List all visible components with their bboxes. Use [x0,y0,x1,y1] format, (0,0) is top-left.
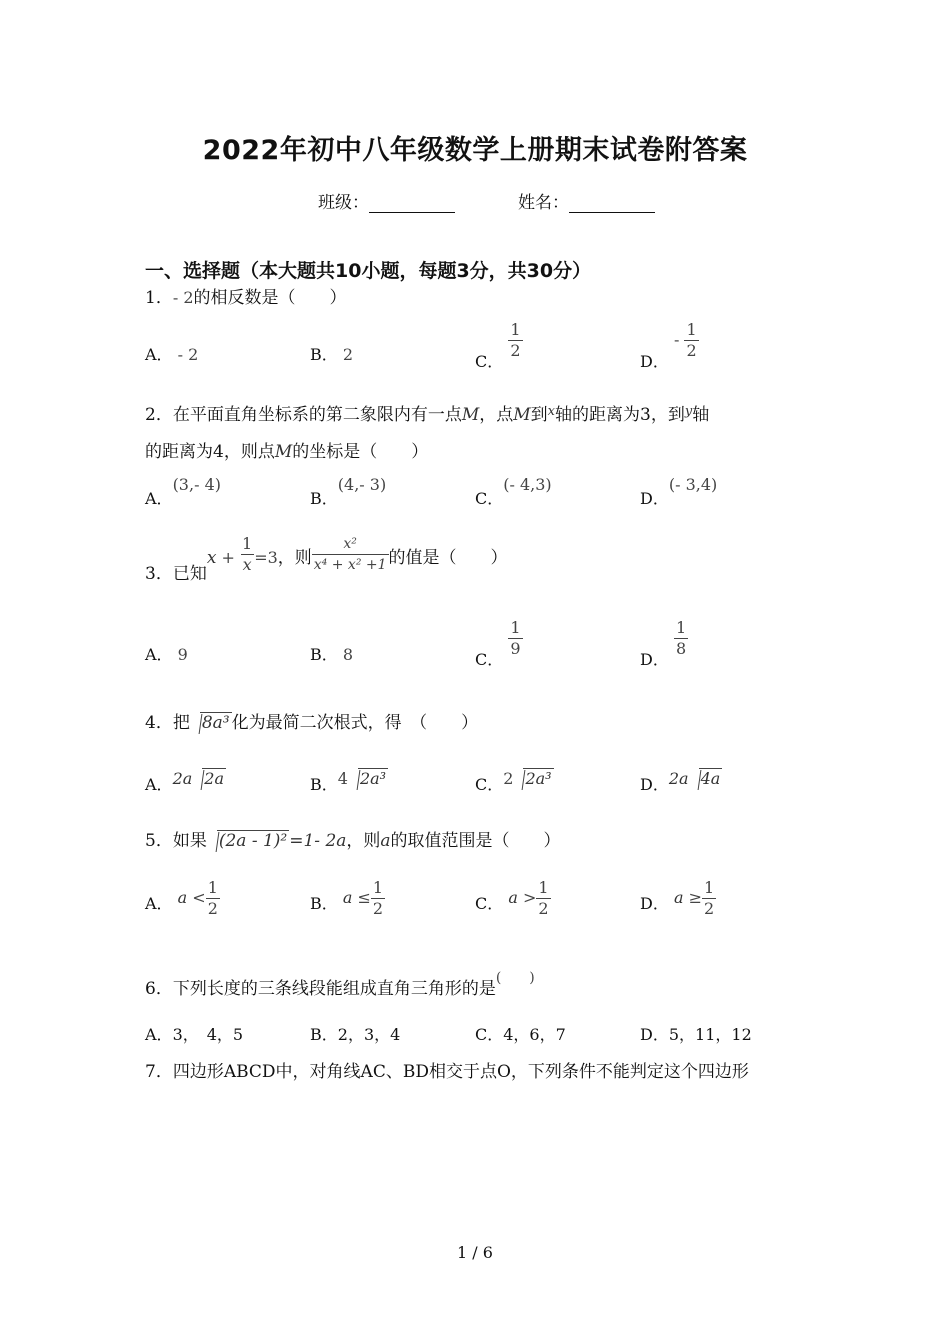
frac-num: 1 [207,878,218,897]
option-value: (- 4,3) [503,475,552,494]
option-label: B． [310,894,338,913]
question-3 [145,534,508,584]
option-var: a [508,888,518,907]
page-title: 2022年初中八年级数学上册期末试卷附答案 [202,135,748,166]
option-value: 8 [342,645,354,664]
q6-option-c[interactable] [475,1022,566,1045]
section-heading: 一、选择题（本大题共10小题，每题3分，共30分） [145,260,592,282]
q1-option-b[interactable] [310,342,353,365]
q1-option-a[interactable] [145,342,198,365]
frac-den: 2 [703,899,715,918]
q5-radical [207,830,289,851]
q3-eq: =3 [254,548,278,567]
option-rel: > [522,888,537,907]
name-field [518,188,655,213]
option-label: A． [145,775,173,794]
q3-option-c[interactable] [475,618,523,669]
q2-option-a[interactable] [145,472,221,508]
frac-num: 1 [372,878,384,897]
q1-expr: - 2 [172,288,194,307]
class-field [318,188,455,213]
q2-point: M [274,442,293,462]
option-value: 2，3，4 [337,1025,401,1044]
q3-option-b[interactable] [310,642,353,665]
name-blank[interactable] [569,194,655,213]
frac-den: 2 [686,341,697,360]
q6-option-a[interactable] [145,1022,243,1045]
option-label: D． [640,489,669,508]
option-label: C． [475,650,504,669]
option-label: A． [145,894,173,913]
frac-num: 1 [703,878,715,897]
q5-var: a [380,831,391,851]
class-label: 班级： [318,193,369,213]
option-value: (4,- 3) [337,475,387,494]
option-label: D． [640,775,669,794]
option-value: - 2 [177,345,199,364]
question-1 [145,283,347,308]
frac-den: 2 [207,899,218,918]
q6-text: 6．下列长度的三条线段能组成直角三角形的是 [145,979,496,999]
q5-text: 5．如果 [145,831,207,851]
q3-condition-fraction [240,534,254,575]
question-4 [145,708,478,733]
option-value: 5，11，12 [668,1025,752,1044]
q4-option-b[interactable] [310,766,388,794]
option-label: C． [475,352,504,371]
radicand: 8a³ [201,713,230,733]
option-value: 4，6，7 [503,1025,566,1044]
option-fraction [206,878,220,919]
q1-number: 1． [145,288,173,308]
option-fraction [371,878,385,919]
option-label: B． [310,775,338,794]
option-label: B． [310,645,338,664]
q2-point: M [461,405,480,425]
class-blank[interactable] [369,194,455,213]
q5-option-a[interactable] [145,878,220,919]
q2-option-c[interactable] [475,472,552,508]
frac-den: 8 [675,639,687,658]
option-fraction [684,320,698,361]
q2-text: ，点 [479,405,514,425]
option-rel: ≤ [357,888,371,907]
q4-option-a[interactable] [145,766,226,794]
name-label: 姓名： [518,193,569,213]
frac-num: 1 [510,320,521,339]
frac-num: x² [343,536,357,552]
q1-stem: 的相反数是（ ） [193,288,347,308]
frac-num: 1 [686,320,697,339]
option-var: a [673,888,684,907]
option-label: D． [640,650,669,669]
q3-option-a[interactable] [145,642,188,665]
option-coef: 2 [503,769,514,788]
option-label: A． [145,345,173,364]
radicand: 2a [204,769,224,788]
question-6 [145,970,535,999]
q2-y-axis: y [684,404,693,419]
q5-option-c[interactable] [475,878,551,919]
option-label: C． [475,1025,504,1044]
option-label: A． [145,1025,173,1044]
q2-text: 轴的距离为3，到 [555,405,685,425]
q3-text: 的值是（ ） [388,548,508,568]
q3-text: ，则 [277,548,312,568]
q1-option-c[interactable] [475,320,523,371]
q2-option-b[interactable] [310,472,387,508]
q3-option-d[interactable] [640,618,688,669]
option-value: (3,- 4) [172,475,221,494]
option-var: a [342,888,353,907]
q6-option-b[interactable] [310,1022,400,1045]
option-label: B． [310,489,338,508]
q4-text: 4．把 [145,713,190,733]
q5-text: ，则 [346,831,381,851]
page-number: 1 / 6 [457,1243,493,1262]
q5-option-d[interactable] [640,878,716,919]
q2-x-axis: x [547,404,556,419]
frac-num: 1 [510,618,521,637]
option-var: a [177,888,188,907]
q2-text: 2．在平面直角坐标系的第二象限内有一点 [145,405,462,425]
q4-text: 化为最简二次根式，得 （ ） [231,713,479,733]
q3-var: x [206,548,217,568]
radicand: 2a³ [525,769,552,788]
option-rel: ≥ [688,888,702,907]
question-5 [145,826,561,851]
option-value: (- 3,4) [668,475,718,494]
option-radical [348,768,388,788]
radicand: 2a³ [359,769,387,788]
radicand: (2a - 1)² [218,831,288,851]
frac-den: 2 [510,341,521,360]
option-fraction [702,878,716,919]
frac-num: 1 [538,878,549,897]
option-label: C． [475,489,504,508]
q4-option-d[interactable] [640,766,722,794]
option-rel: < [192,888,206,907]
option-coef: 4 [337,769,348,788]
frac-den: 9 [510,639,521,658]
option-prefix: - [673,330,680,349]
option-radical [192,768,226,788]
option-fraction [508,320,522,361]
q3-text: 3．已知 [145,564,207,584]
q1-option-d[interactable] [640,320,699,371]
option-label: B． [310,1025,338,1044]
q2-point: M [513,405,531,425]
q4-radical [190,712,232,733]
option-fraction [674,618,688,659]
frac-den: 2 [372,899,384,918]
option-label: A． [145,489,173,508]
option-radical [689,768,723,788]
option-value: 9 [177,645,188,664]
question-2-line-2 [145,437,428,462]
option-label: B． [310,345,338,364]
q2-option-d[interactable] [640,472,718,508]
option-label: D． [640,1025,669,1044]
option-coef: 2a [172,769,193,788]
option-fraction [508,618,522,659]
option-value: 2 [342,345,354,364]
q6-option-d[interactable] [640,1022,752,1045]
question-2-line-1 [145,400,709,425]
q6-paren: ( ) [495,970,535,986]
option-label: A． [145,645,173,664]
option-value: 3， 4，5 [172,1025,244,1044]
option-radical [513,768,553,788]
question-7: 7．四边形ABCD中，对角线AC、BD相交于点O，下列条件不能判定这个四边形 [145,1062,749,1082]
frac-num: 1 [675,618,687,637]
option-fraction [536,878,550,919]
q5-option-b[interactable] [310,878,385,919]
q2-text: 的距离为4，则点 [145,442,275,462]
q3-expression-fraction [312,534,389,575]
frac-den: x⁴ + x² +1 [312,554,389,575]
q5-eq: =1- 2a [289,831,347,851]
frac-den: 2 [538,899,549,918]
option-label: C． [475,894,504,913]
q4-option-c[interactable] [475,766,554,794]
option-coef: 2a [668,769,689,788]
radicand: 4a [700,769,721,788]
q2-text: 到 [530,405,548,425]
q2-text: 的坐标是（ ） [292,442,429,462]
q2-text: 轴 [692,405,710,425]
option-label: D． [640,894,669,913]
q3-op: + [216,548,240,567]
frac-den: x [242,555,252,574]
q5-text: 的取值范围是（ ） [390,831,561,851]
option-label: C． [475,775,504,794]
frac-num: 1 [242,534,253,553]
option-label: D． [640,352,669,371]
